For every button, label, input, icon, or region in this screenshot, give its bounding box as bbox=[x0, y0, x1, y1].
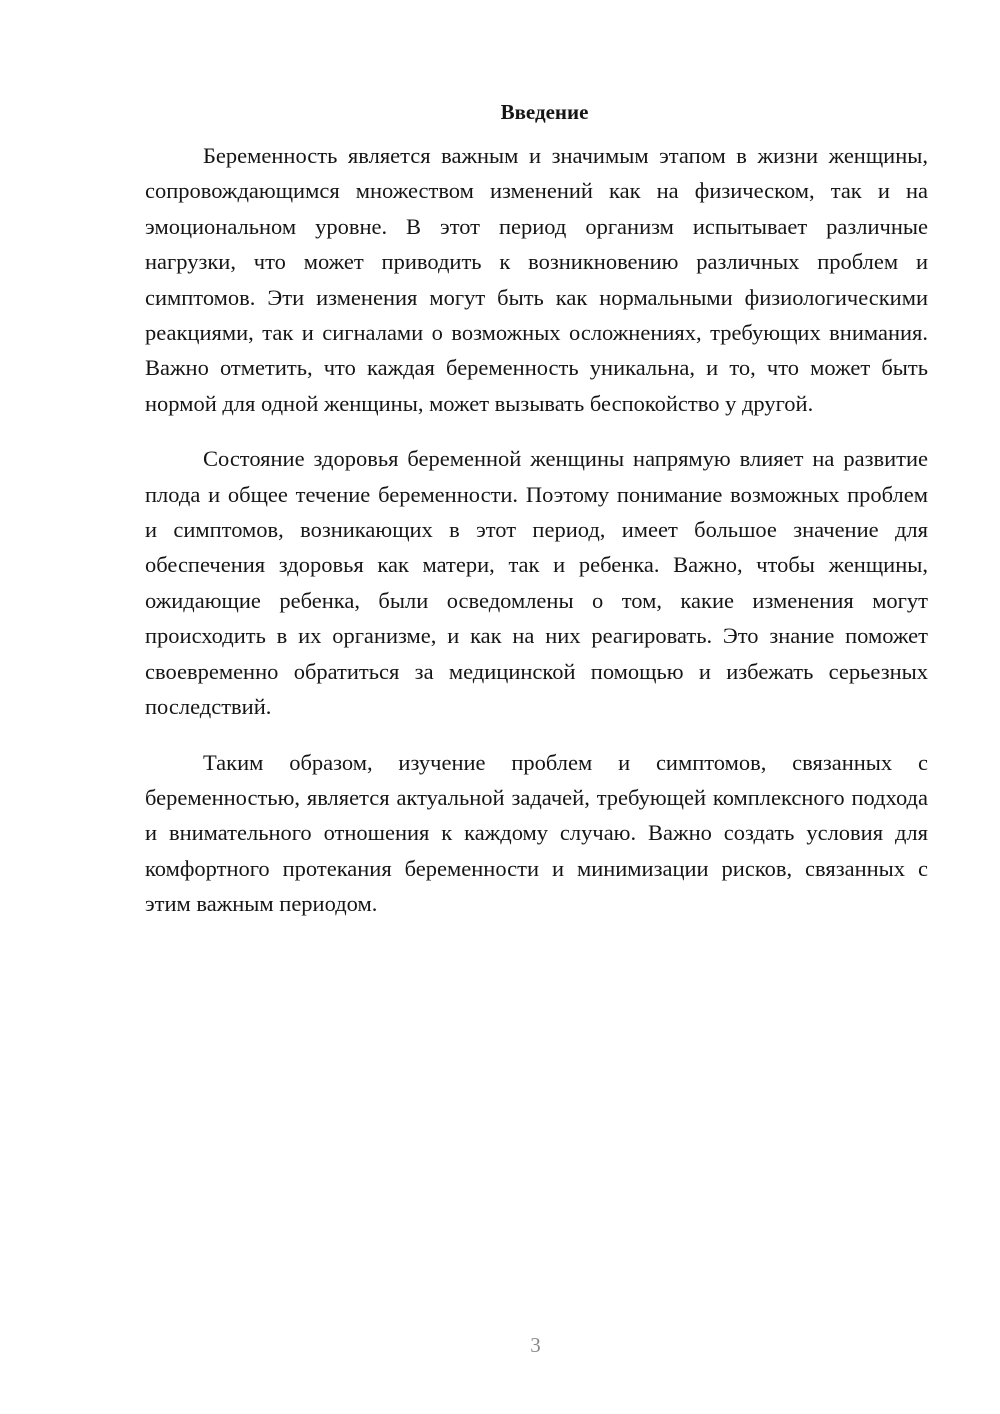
paragraph-2: Состояние здоровья беременной женщины напрямую влияет на развитие плода и общее течение беременности. Поэтому понимание возможных проблем и симптомов, возникающих в этот период, имеет большое значение для обеспечения здоровья как матери, так и ребенка. Важно, чтобы женщины, ожидающие ребенка, были осведомлены о том, какие изменения могут происходить в их организме, и как на них реагировать. Это знание поможет своевременно обратиться за медицинской помощью и избежать серьезных последствий. bbox=[145, 446, 928, 720]
page-content bbox=[145, 96, 928, 942]
paragraph-3: Таким образом, изучение проблем и симптомов, связанных с беременностью, является актуальной задачей, требующей комплексного подхода и внимательного отношения к каждому случаю. Важно создать условия для комфортного протекания беременности и минимизации рисков, связанных с этим важным периодом. bbox=[145, 749, 928, 917]
paragraph-1: Беременность является важным и значимым этапом в жизни женщины, сопровождающимся множеством изменений как на физическом, так и на эмоциональном уровне. В этот период организм испытывает различные нагрузки, что может приводить к возникновению различных проблем и симптомов. Эти изменения могут быть как нормальными физиологическими реакциями, так и сигналами о возможных осложнениях, требующих внимания. Важно отметить, что каждая беременность уникальна, и то, что может быть нормой для одной женщины, может вызывать беспокойство у другой. bbox=[145, 143, 928, 416]
section-title: Введение bbox=[500, 100, 589, 124]
page-number: 3 bbox=[530, 1333, 541, 1357]
